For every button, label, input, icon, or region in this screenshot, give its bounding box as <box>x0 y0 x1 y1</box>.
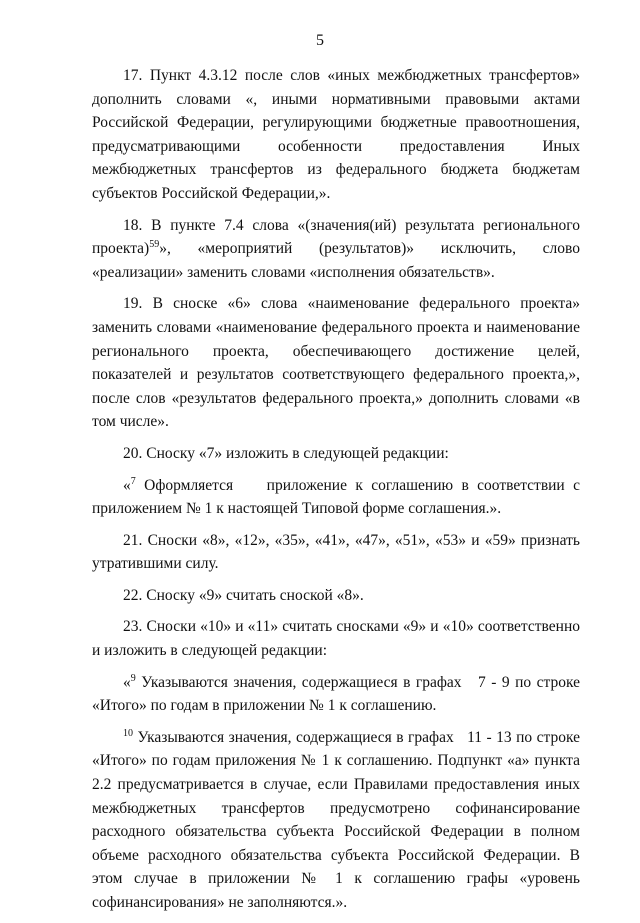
page-number: 5 <box>316 32 324 49</box>
paragraph-21: 21. Сноски «8», «12», «35», «41», «47», «51», «53» и «59» признать утратившими силу. <box>92 531 580 573</box>
paragraph-19: 19. В сноске «6» слова «наименование федерального проекта» заменить словами «наименование федерального проекта и наименование регионального проекта, обеспечивающего достижение целей, показателей и результатов соответствующего федерального проекта,», после слов «результатов федерального проекта,» дополнить словами «в том числе». <box>92 295 580 431</box>
footnote-9-text: «$^9$ Указываются значения, содержащиеся в графах 7 - 9 по строке «Итого» по годам в приложении № 1 к соглашению. <box>92 672 580 715</box>
footnote-ref-59: 59 <box>149 239 160 251</box>
paragraph-17: 17. Пункт 4.3.12 после слов «иных межбюджетных трансфертов» дополнить словами «, иными нормативными правовыми актами Российской Федерации, регулирующими бюджетные правоотношения, предусматривающими особенности предоставления Иных межбюджетных трансфертов из федерального бюджета бюджетам субъектов Российской Федерации,». <box>92 67 580 202</box>
paragraph-18: 18. В пункте 7.4 слова «(значения(ий) результата регионального проекта)$^{59}$», «мероприятий (результатов)» исключить, слово «реализации» заменить словами «исполнения обязательств». <box>92 216 580 281</box>
paragraph-22: 22. Сноску «9» считать сноской «8». <box>123 586 364 604</box>
document-body <box>92 64 580 923</box>
footnote-10-text: $^{10}$ Указываются значения, содержащиеся в графах 11 - 13 по строке «Итого» по годам приложения № 1 к соглашению. Подпункт «а» пункта 2.2 предусматривается в случае, если Правилами предоставления иных межбюджетных трансфертов предусмотрено софинансирование расходного обязательства субъекта Российской Федерации в полном объеме расходного обязательства субъекта Российской Федерации. В этом случае в приложении № 1 к соглашению графы «уровень софинансирования» не заполняются.». <box>92 727 580 911</box>
footnote-mark-10: 10 <box>123 727 133 739</box>
paragraph-20: 20. Сноску «7» изложить в следующей редакции: <box>123 444 449 462</box>
footnote-7-text: «$^7$ Оформляется приложение к соглашению в соответствии с приложением № 1 к настоящей Типовой форме соглашения.». <box>92 475 580 518</box>
paragraph-23: 23. Сноски «10» и «11» считать сносками «9» и «10» соответственно и изложить в следующей редакции: <box>92 618 580 660</box>
footnote-mark-7: 7 <box>130 475 136 487</box>
footnote-mark-9: 9 <box>130 672 136 684</box>
